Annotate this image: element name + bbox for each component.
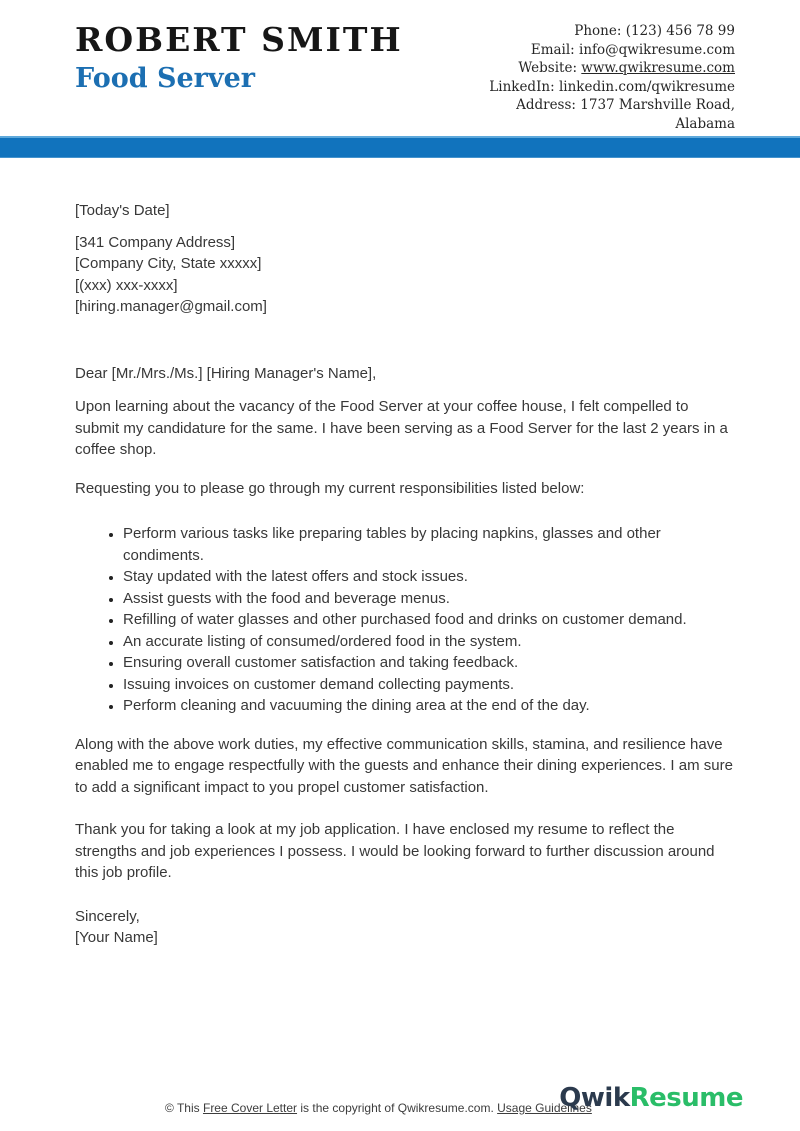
company-address-line: [(xxx) xxx-xxxx] [75,276,178,294]
contact-address-value: 1737 Marshville Road, [580,97,735,113]
free-cover-letter-link[interactable]: Free Cover Letter [202,1101,298,1115]
responsibility-item: • Ensuring overall customer satisfaction and taking feedback. [123,652,735,674]
contact-linkedin-value: linkedin.com/qwikresume [558,78,735,95]
paragraph-request: Requesting you to please go through my current responsibilities listed below: [75,479,585,497]
copyright-prefix: © This [165,1101,200,1115]
responsibility-item: • Refilling of water glasses and other purchased food and drinks on customer demand. [123,609,735,631]
paragraph-thanks: Thank you for taking a look at my job application. I have enclosed my resume to reflect the strengths and job experiences I possess. I would be looking forward to further discussion around this job profile. [75,821,715,881]
letter-body [0,200,800,949]
responsibility-item: • Assist guests with the food and beverage menus. [123,588,735,610]
contact-phone-label: Phone: [574,23,622,39]
contact-website-label: Website: [518,60,577,76]
paragraph-intro: Upon learning about the vacancy of the Food Server at your coffee house, I felt compelled to submit my candidature for the same. I have been serving as a Food Server for the last 2 years in a coffee shop. [75,398,728,458]
company-address-line: [hiring.manager@gmail.com] [75,298,267,315]
divider-bar [0,136,800,158]
contact-email [489,41,735,60]
person-name: ROBERT SMITH [75,20,403,59]
contact-email-value: info@qwikresume.com [579,41,735,58]
letter-header [0,0,800,136]
page-footer [0,1071,800,1131]
closing-block [75,906,735,949]
responsibility-item: • Perform various tasks like preparing tables by placing napkins, glasses and other condiments. [123,523,735,566]
qwikresume-logo[interactable] [559,1083,743,1113]
contact-phone-value: (123) 456 78 99 [625,23,735,39]
signature-placeholder: [Your Name] [75,929,158,946]
contact-address-label: Address: [516,97,576,113]
logo-text-resume: Resume [629,1083,743,1113]
responsibilities-list [75,523,735,717]
person-job-title: Food Server [75,63,255,94]
responsibility-item: • Perform cleaning and vacuuming the dining area at the end of the day. [123,695,735,717]
responsibility-item: • An accurate listing of consumed/ordered food in the system. [123,631,735,653]
responsibility-item: • Issuing invoices on customer demand collecting payments. [123,674,735,696]
company-address-line: [Company City, State xxxxx] [75,255,262,272]
paragraph-skills: Along with the above work duties, my effective communication skills, stamina, and resilience have enabled me to engage respectfully with the guests and enhance their dining experiences. I am sure to add a significant impact to you propel customer satisfaction. [75,735,733,796]
responsibility-item: • Stay updated with the latest offers and stock issues. [123,566,735,588]
closing-salutation: Sincerely, [75,907,140,925]
contact-email-label: Email: [530,41,575,58]
copyright-middle: is the copyright of Qwikresume.com. [300,1101,494,1115]
contact-phone [489,22,735,41]
copyright-line [165,1101,592,1115]
website-link[interactable]: www.qwikresume.com [581,60,735,76]
contact-address [489,96,735,115]
salutation: Dear [Mr./Mrs./Ms.] [Hiring Manager's Name], [75,364,377,382]
contact-info [489,22,735,133]
company-address-block [75,232,735,318]
contact-website [489,59,735,78]
contact-address-line2: Alabama [675,115,735,132]
contact-linkedin [489,78,735,97]
company-address-line: [341 Company Address] [75,233,236,251]
logo-text-qwik: Qwik [559,1083,630,1113]
contact-linkedin-label: LinkedIn: [489,78,555,95]
date-placeholder: [Today's Date] [75,202,170,219]
usage-guidelines-link[interactable]: Usage Guidelines [497,1101,592,1115]
